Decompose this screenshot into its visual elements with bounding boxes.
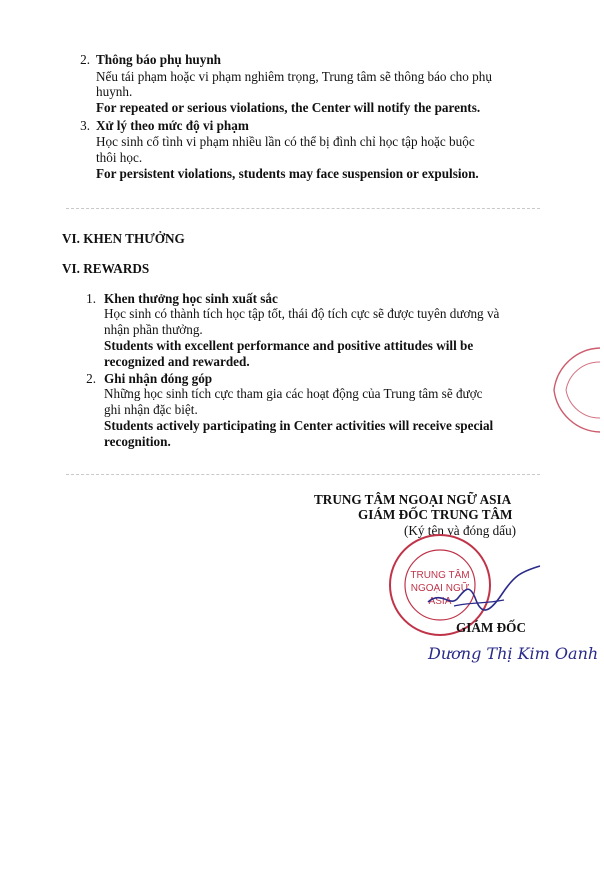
item-vi-line: thôi học. [96, 150, 143, 165]
item-title: Thông báo phụ huynh [96, 52, 221, 67]
seal-line: ASIA [428, 596, 452, 607]
item-number: 2. [86, 371, 96, 386]
section-title-vi: VI. KHEN THƯỞNG [62, 231, 185, 246]
edge-seal-fragment [540, 340, 604, 440]
signer-name: Dương Thị Kim Oanh [428, 644, 599, 663]
section-title-en: VI. REWARDS [62, 261, 150, 276]
item-title: Xử lý theo mức độ vi phạm [96, 118, 249, 133]
item-number: 3. [80, 118, 90, 133]
item-number: 2. [80, 52, 90, 67]
item-en-text: For repeated or serious violations, the Center will notify the parents. [96, 100, 481, 115]
divider [66, 208, 540, 209]
item-en-line: recognition. [104, 434, 171, 449]
signer-title: GIÁM ĐỐC [456, 620, 526, 635]
sign-note: (Ký tên và đóng dấu) [404, 523, 517, 538]
item-en-line: Students with excellent performance and positive attitudes will be [104, 338, 474, 353]
item-vi-line: Học sinh cố tình vi phạm nhiều lần có thể bị đình chỉ học tập hoặc buộc [96, 134, 475, 149]
item-vi-line: nhận phần thưởng. [104, 322, 203, 337]
director-role: GIÁM ĐỐC TRUNG TÂM [358, 507, 513, 522]
item-number: 1. [86, 291, 96, 306]
seal-line: TRUNG TÂM [410, 570, 470, 581]
handwritten-signature [424, 560, 544, 620]
seal-line: NGOẠI NGỮ [410, 583, 470, 594]
org-name: TRUNG TÂM NGOẠI NGỮ ASIA [314, 492, 512, 507]
item-en-line: recognized and rewarded. [104, 354, 250, 369]
item-vi-line: Học sinh có thành tích học tập tốt, thái độ tích cực sẽ được tuyên dương và [104, 306, 500, 321]
item-en-line: Students actively participating in Center activities will receive special [104, 418, 494, 433]
item-vi-line: ghi nhận đặc biệt. [104, 402, 198, 417]
divider [66, 474, 540, 475]
item-title: Ghi nhận đóng góp [104, 371, 213, 386]
item-vi-line: Những học sinh tích cực tham gia các hoạt động của Trung tâm sẽ được [104, 386, 483, 401]
item-vi-line: huynh. [96, 84, 133, 99]
item-en-text: For persistent violations, students may face suspension or expulsion. [96, 166, 479, 181]
item-title: Khen thưởng học sinh xuất sắc [104, 291, 278, 306]
item-vi-line: Nếu tái phạm hoặc vi phạm nghiêm trọng, Trung tâm sẽ thông báo cho phụ [96, 69, 492, 84]
